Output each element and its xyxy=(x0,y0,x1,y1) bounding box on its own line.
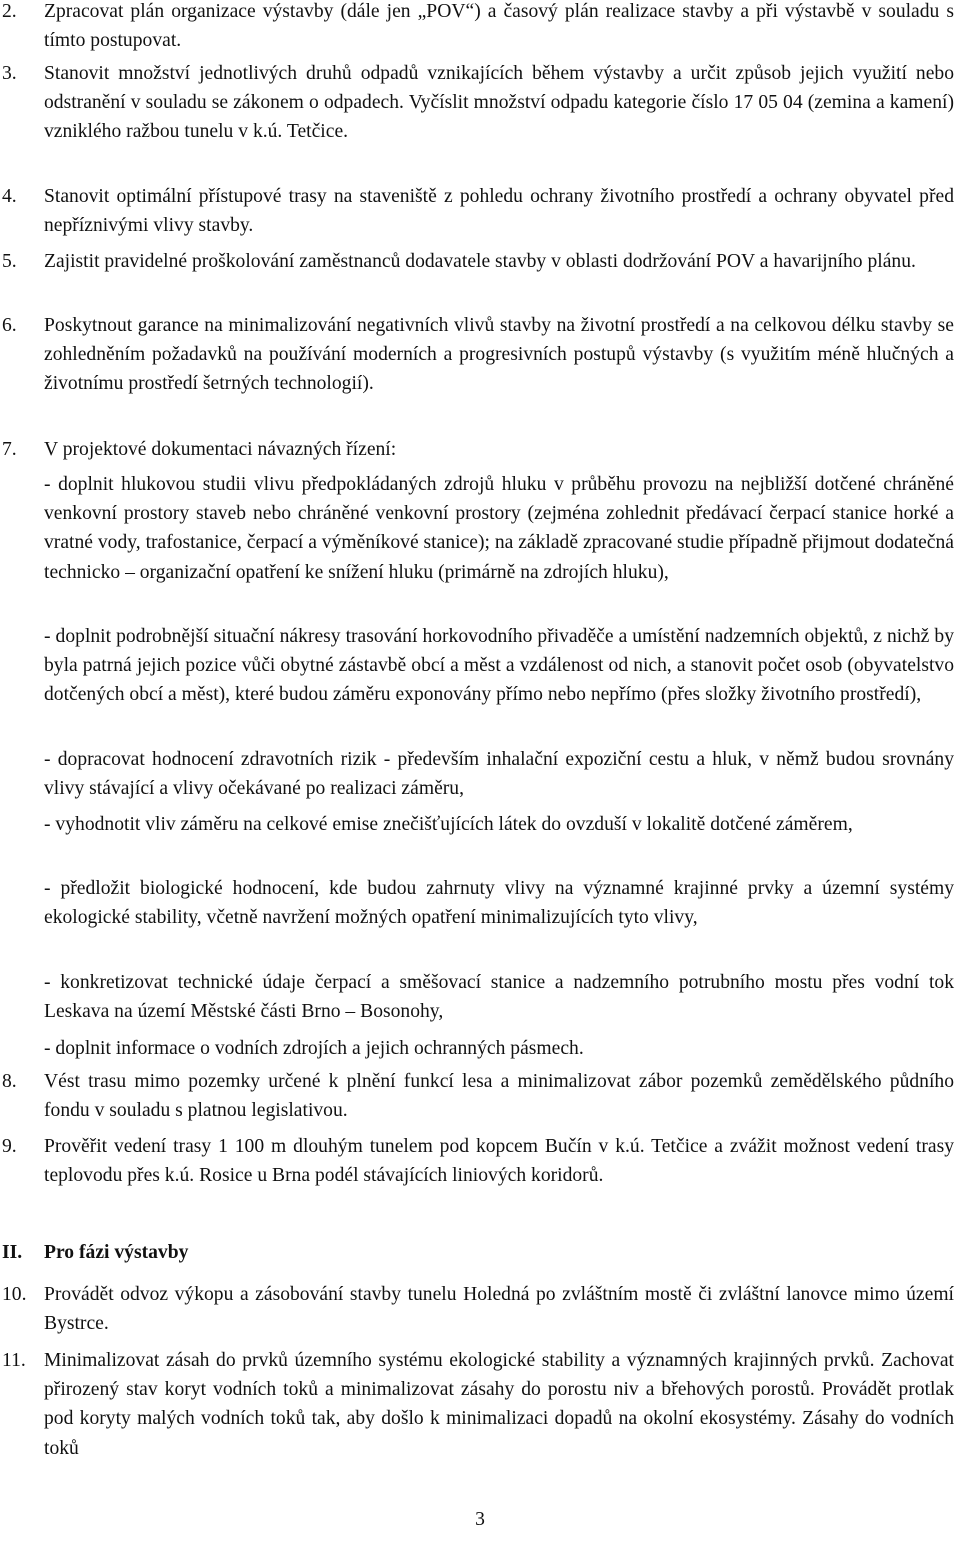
list-item-text: Stanovit množství jednotlivých druhů odpadů vznikajících během výstavby a určit způsob jejich využití nebo odstranění v souladu se zákonem o odpadech. Vyčíslit množství odpadu kategorie číslo 17 05 04 (zemina a kamení) vzniklého ražbou tunelu v k.ú. Tetčice. xyxy=(44,63,954,143)
list-item-number: 2. xyxy=(2,1,17,22)
list-item-number: 3. xyxy=(2,63,17,84)
list-item-8 xyxy=(0,1067,960,1125)
list-item-number: 4. xyxy=(2,186,17,207)
sub-item-water-sources: - doplnit informace o vodních zdrojích a jejich ochranných pásmech. xyxy=(44,1038,584,1059)
list-item-number: 9. xyxy=(2,1136,17,1157)
list-item-text: Poskytnout garance na minimalizování negativních vlivů stavby na životní prostředí a na celkovou délku stavby se zohledněním požadavků na používání moderních a progresivních postupů výstavby (s využitím méně hlučných a životnímu prostředí šetrných technologií). xyxy=(44,315,954,395)
list-item-10 xyxy=(0,1280,960,1338)
section-number: II. xyxy=(2,1242,23,1263)
sub-item-health-risks: - dopracovat hodnocení zdravotních rizik - především inhalační expoziční cestu a hluk, v němž budou srovnány vlivy stávající a vlivy očekávané po realizaci záměru, xyxy=(44,749,954,800)
list-item-number: 10. xyxy=(2,1284,27,1305)
list-item-5 xyxy=(0,247,960,276)
list-item-text: Provádět odvoz výkopu a zásobování stavby tunelu Holedná po zvláštním mostě či zvláštní lanovce mimo území Bystrce. xyxy=(44,1284,954,1335)
list-item-text: Zpracovat plán organizace výstavby (dále jen „POV“) a časový plán realizace stavby a při výstavbě v souladu s tímto postupovat. xyxy=(44,1,954,52)
list-item-number: 8. xyxy=(2,1071,17,1092)
list-item-text: Zajistit pravidelné proškolování zaměstnanců dodavatele stavby v oblasti dodržování POV a havarijního plánu. xyxy=(44,251,916,272)
section-title: Pro fázi výstavby xyxy=(44,1242,189,1263)
list-item-text: Minimalizovat zásah do prvků územního systému ekologické stability a významných krajinných prvků. Zachovat přirozený stav koryt vodních toků a minimalizovat zásahy do porostu niv a břehových porostů. Provádět protlak pod koryty malých vodních toků tak, aby došlo k minimalizaci dopadů na okolní ekosystémy. Zásahy do vodních toků xyxy=(44,1350,954,1459)
list-item-9 xyxy=(0,1132,960,1190)
sub-item-situation-plans: - doplnit podrobnější situační nákresy trasování horkovodního přivaděče a umístění nadzemních objektů, z nichž by byla patrná jejich pozice vůči obytné zástavbě obcí a měst a vzdálenost od nich, a stanovit počet osob (obyvatelstvo dotčených obcí a měst), které budou záměru exponovány přímo nebo nepřímo (přes složky životního prostředí), xyxy=(44,626,954,706)
list-item-number: 5. xyxy=(2,251,17,272)
sub-item-noise-study: - doplnit hlukovou studii vlivu předpokládaných zdrojů hluku v průběhu provozu na nejbližší dotčené chráněné venkovní prostory staveb nebo chráněné venkovní prostory (zejména zohlednit předávací čerpací stanice horké a vratné vody, trafostanice, čerpací a výměníkové stanice); na základě zpracované studie případně přijmout dodatečná technicko – organizační opatření ke snížení hluku (primárně na zdrojích hluku), xyxy=(44,474,954,583)
list-item-number: 11. xyxy=(2,1350,26,1371)
sub-item-pumping-station: - konkretizovat technické údaje čerpací a směšovací stanice a nadzemního potrubního mostu přes vodní tok Leskava na území Městské části Brno – Bosonohy, xyxy=(44,972,954,1023)
page-number: 3 xyxy=(475,1509,485,1530)
list-item-number: 7. xyxy=(2,439,17,460)
list-item-11 xyxy=(0,1346,960,1463)
list-item-2 xyxy=(0,0,960,55)
sub-item-biological-assessment: - předložit biologické hodnocení, kde budou zahrnuty vlivy na významné krajinné prvky a územní systémy ekologické stability, včetně navržení možných opatření minimalizujících tyto vlivy, xyxy=(44,878,954,929)
list-item-number: 6. xyxy=(2,315,17,336)
list-item-text: Vést trasu mimo pozemky určené k plnění funkcí lesa a minimalizovat zábor pozemků zemědělského půdního fondu v souladu s platnou legislativou. xyxy=(44,1071,954,1122)
list-item-6 xyxy=(0,311,960,399)
sub-item-emissions: - vyhodnotit vliv záměru na celkové emise znečišťujících látek do ovzduší v lokalitě dotčené záměrem, xyxy=(44,814,853,835)
list-item-text: Stanovit optimální přístupové trasy na staveniště z pohledu ochrany životního prostředí a ochrany obyvatel před nepříznivými vlivy stavby. xyxy=(44,186,954,237)
list-item-4 xyxy=(0,182,960,240)
list-item-text: V projektové dokumentaci návazných řízení: xyxy=(44,439,397,460)
section-heading xyxy=(0,1238,954,1267)
list-item-3 xyxy=(0,59,960,147)
list-item-7 xyxy=(0,435,960,464)
list-item-text: Prověřit vedení trasy 1 100 m dlouhým tunelem pod kopcem Bučín v k.ú. Tetčice a zvážit možnost vedení trasy teplovodu přes k.ú. Rosice u Brna podél stávajících liniových koridorů. xyxy=(44,1136,954,1187)
